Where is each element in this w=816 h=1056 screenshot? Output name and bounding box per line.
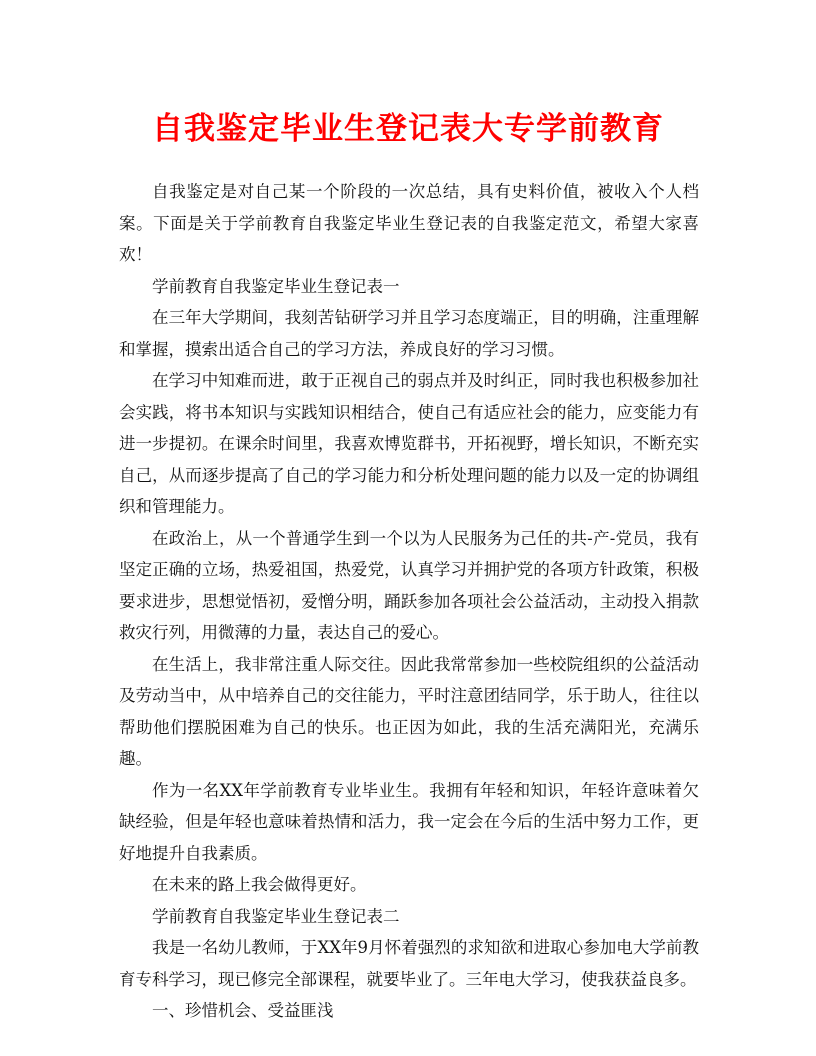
subsection-heading: 一、珍惜机会、受益匪浅 <box>152 1001 334 1020</box>
paragraph: 作为一名XX年学前教育专业毕业生。我拥有年轻和知识，年轻许意味着欠缺经验，但是年轻也意味着热情和活力，我一定会在今后的生活中努力工作，更好地提升自我素质。 <box>119 780 699 863</box>
document-title: 自我鉴定毕业生登记表大专学前教育 <box>152 111 664 147</box>
paragraph: 在三年大学期间，我刻苦钻研学习并且学习态度端正，目的明确，注重理解和掌握，摸索出适合自己的学习方法，养成良好的学习习惯。 <box>119 308 699 359</box>
paragraph: 在学习中知难而进，敢于正视自己的弱点并及时纠正，同时我也积极参加社会实践，将书本知识与实践知识相结合，使自己有适应社会的能力，应变能力有进一步提初。在课余时间里，我喜欢博览群书，开拓视野，增长知识，不断充实自己，从而逐步提高了自己的学习能力和分析处理问题的能力以及一定的协调组织和管理能力。 <box>119 371 699 516</box>
section-heading-2: 学前教育自我鉴定毕业生登记表二 <box>152 906 400 926</box>
section-heading-1: 学前教育自我鉴定毕业生登记表一 <box>152 276 400 296</box>
paragraph-intro: 自我鉴定是对自己某一个阶段的一次总结，具有史料价值，被收入个人档案。下面是关于学前教育自我鉴定毕业生登记表的自我鉴定范文，希望大家喜欢！ <box>119 182 699 264</box>
document-body <box>119 176 699 1027</box>
paragraph: 在未来的路上我会做得更好。 <box>152 875 367 894</box>
paragraph: 在政治上，从一个普通学生到一个以为人民服务为己任的共-产-党员，我有坚定正确的立场，热爱祖国，热爱党，认真学习并拥护党的各项方针政策，积极要求进步，思想觉悟初，爱憎分明，踊跃参加各项社会公益活动，主动投入捐款救灾行列，用微薄的力量，表达自己的爱心。 <box>119 528 699 642</box>
paragraph: 我是一名幼儿教师，于XX年9月怀着强烈的求知欲和进取心参加电大学前教育专科学习，现已修完全部课程，就要毕业了。三年电大学习，使我获益良多。 <box>119 938 699 989</box>
paragraph: 在生活上，我非常注重人际交往。因此我常常参加一些校院组织的公益活动及劳动当中，从中培养自己的交往能力，平时注意团结同学，乐于助人，往往以帮助他们摆脱困难为自己的快乐。也正因为如此，我的生活充满阳光，充满乐趣。 <box>119 654 699 768</box>
